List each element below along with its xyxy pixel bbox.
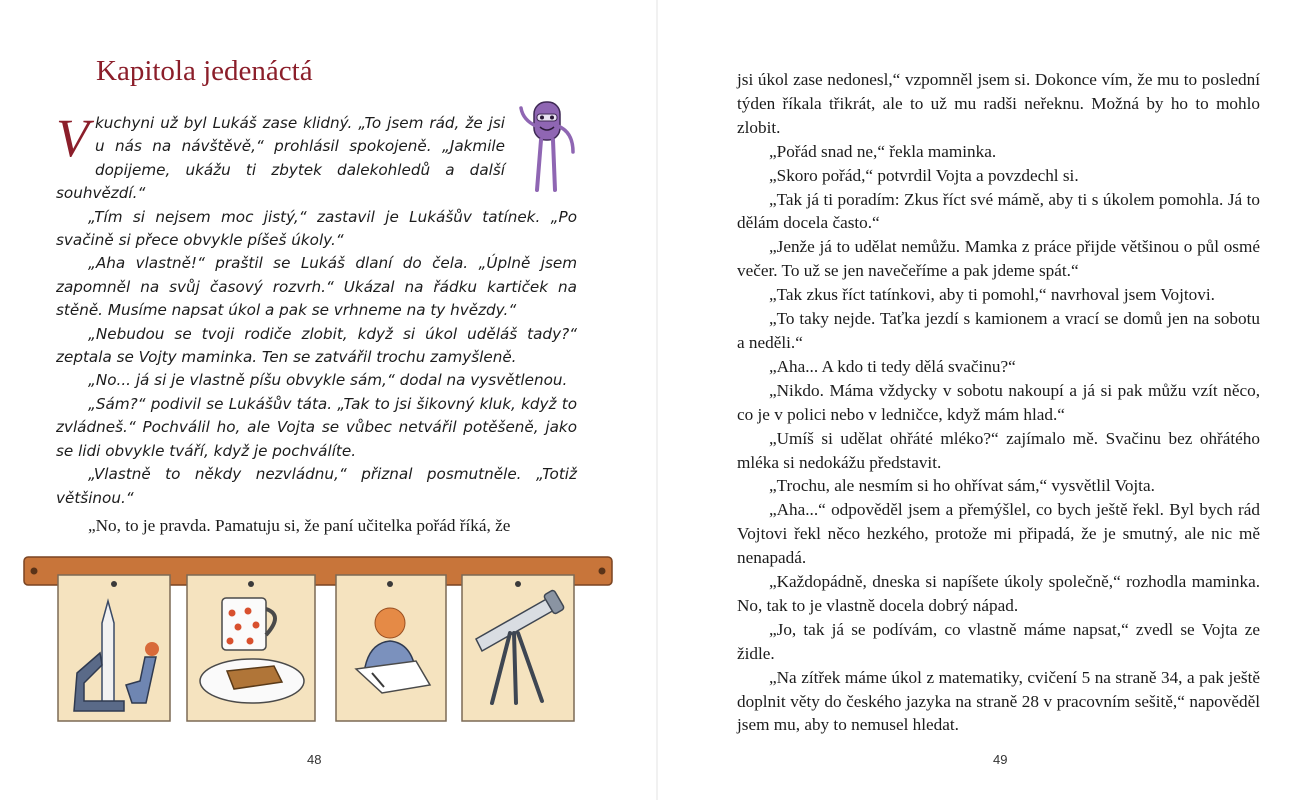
paragraph: „To taky nejde. Taťka jezdí s kamionem a vrací se domů jen na sobotu a neděli.“: [737, 309, 1260, 352]
drop-cap: V: [56, 108, 89, 168]
paragraph: „Nikdo. Máma vždycky v sobotu nakoupí a já si pak můžu vzít něco, co je v polici nebo v ledničce, když mám hlad.“: [737, 380, 1260, 424]
paragraph-opening: Vkuchyni už byl Lukáš zase klidný. „To jsem rád, že jsi u nás na návštěvě,“ prohlásil spokojeně. „Jakmile dopijeme, ukážu ti zbytek dalekohledů a další souhvězdí.“: [56, 108, 505, 203]
paragraph: „Tím si nejsem moc jistý,“ zastavil je Lukášův tatínek. „Po svačině si přece obvykle píšeš úkoly.“: [56, 207, 577, 250]
left-italic-text: [56, 108, 577, 510]
page-number: 49: [993, 752, 1008, 767]
right-serif-text: [737, 68, 1260, 737]
paragraph: „Na zítřek máme úkol z matematiky, cvičení 5 na straně 34, a pak ještě doplnit věty do českého jazyka na straně 28 v pracovním sešitě,“ napověděl jsem mu, aby to nemusel hledat.: [737, 667, 1260, 735]
paragraph: „Vlastně to někdy nezvládnu,“ přiznal posmutněle. „Totiž většinou.“: [56, 465, 577, 507]
paragraph: „Sám?“ podivil se Lukášův táta. „Tak to jsi šikovný kluk, když to zvládneš.“ Pochválil ho, ale Vojta se vůbec netvářil potěšeně, jako se lidi obvykle tváří, když je pochválíte.: [56, 394, 577, 460]
paragraph: „No... já si je vlastně píšu obvykle sám,“ dodal na vysvětlenou.: [88, 371, 568, 390]
paragraph: „Jo, tak já se podívám, co vlastně máme napsat,“ zvedl se Vojta ze židle.: [737, 619, 1260, 663]
right-page: [658, 0, 1315, 800]
paragraph: „Tak zkus říct tatínkovi, aby ti pomohl,“ navrhoval jsem Vojtovi.: [769, 285, 1215, 305]
robot-illustration: [515, 100, 581, 196]
paragraph: „Aha vlastně!“ praštil se Lukáš dlaní do čela. „Úplně jsem zapomněl na svůj časový rozvrh.“ Ukázal na řádku kartiček na stěně. Musíme napsat úkol a pak se vrhneme na ty hvězdy.“: [56, 254, 577, 320]
shelf-illustration: [22, 553, 614, 725]
paragraph: „Nebudou se tvoji rodiče zlobit, když si úkol uděláš tady?“ zeptala se Vojty maminka. Ten se zatvářil trochu zamyšleně.: [56, 324, 577, 367]
card-telescope: [462, 575, 574, 721]
page-number: 48: [307, 752, 322, 767]
paragraph: „Umíš si udělat ohřáté mléko?“ zajímalo mě. Svačinu bez ohřátého mléka si nedokážu představit.: [737, 428, 1260, 472]
paragraph: „Pořád snad ne,“ řekla maminka.: [769, 141, 997, 161]
paragraph: „Tak já ti poradím: Zkus říct své mámě, aby ti s úkolem pomohla. Já to dělám docela často.“: [737, 189, 1260, 233]
card-rocket: [58, 575, 170, 721]
left-page: [0, 0, 657, 800]
card-mug-cake: [187, 575, 315, 721]
paragraph: „Aha...“ odpověděl jsem a přemýšlel, co bych ještě řekl. Byl bych rád Vojtovi řekl něco hezkého, protože mi připadá, že je smutný, ale nic mě nenapadá.: [737, 500, 1260, 568]
paragraph-closing: „No, to je pravda. Pamatuju si, že paní učitelka pořád říká, že: [88, 516, 511, 535]
chapter-title: Kapitola jedenáctá: [96, 55, 313, 87]
card-boy-writing: [336, 575, 446, 721]
left-serif-text: [56, 514, 577, 538]
paragraph: „Aha... A kdo ti tedy dělá svačinu?“: [769, 356, 1016, 376]
paragraph: „Jenže já to udělat nemůžu. Mamka z práce přijde většinou o půl osmé večer. To už se jen navečeříme a pak jdeme spát.“: [737, 237, 1260, 281]
paragraph-continued: jsi úkol zase nedonesl,“ vzpomněl jsem si. Dokonce vím, že mu to poslední týden říkala třikrát, ale to už mu radši neřeknu. Možná by ho to mohlo zlobit.: [737, 70, 1260, 137]
paragraph: „Trochu, ale nesmím si ho ohřívat sám,“ vysvětlil Vojta.: [769, 476, 1155, 496]
paragraph: „Každopádně, dneska si napíšete úkoly společně,“ rozhodla maminka. No, tak to je vlastně docela dobrý nápad.: [737, 572, 1260, 615]
paragraph: „Skoro pořád,“ potvrdil Vojta a povzdechl si.: [769, 165, 1079, 185]
